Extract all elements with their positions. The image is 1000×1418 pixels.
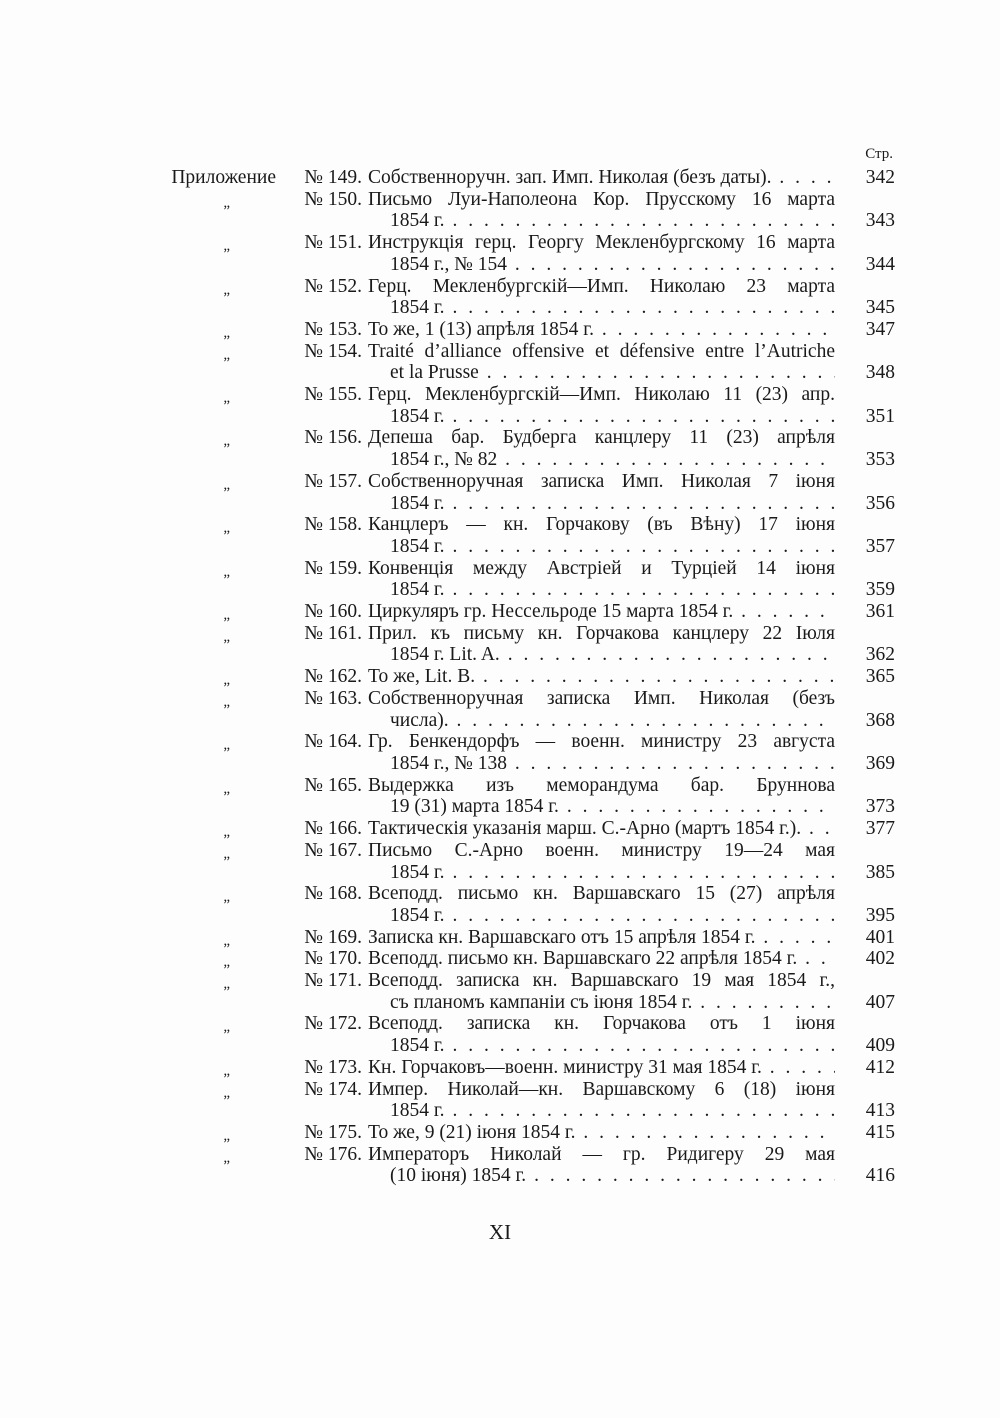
entry-title-line: 1854 г. . . . xyxy=(368,210,835,232)
entry-number: № 158. xyxy=(304,514,362,536)
ditto-mark: „ xyxy=(223,1127,230,1144)
entry-title-line: Письмо Луи-Наполеона Кор. Прусскому 16 марта xyxy=(368,188,835,210)
entry-page-number: 343 xyxy=(865,210,895,232)
entry-number: № 175. xyxy=(304,1121,362,1143)
entry-title xyxy=(368,1079,835,1122)
toc-entry xyxy=(150,341,895,384)
entry-page-number: 362 xyxy=(865,644,895,666)
ditto-mark: „ xyxy=(223,324,230,341)
entry-title-line: Письмо С.-Арно военн. министру 19—24 мая xyxy=(368,839,835,861)
entry-title xyxy=(368,927,835,949)
entry-title-line: Выдержка изъ меморандума бар. Бруннова xyxy=(368,774,835,796)
entry-title xyxy=(368,948,835,970)
ditto-mark: „ xyxy=(223,932,230,949)
entry-number: № 166. xyxy=(304,818,362,840)
entry-title xyxy=(368,232,835,275)
entry-page-number: 409 xyxy=(865,1035,895,1057)
entry-number: № 159. xyxy=(304,557,362,579)
toc-entry xyxy=(150,189,895,232)
entry-title-line: То же, Lit. B. . . . xyxy=(368,666,835,688)
entry-title xyxy=(368,883,835,926)
toc-entry xyxy=(150,775,895,818)
entry-title xyxy=(368,775,835,818)
ditto-mark: „ xyxy=(223,607,230,624)
entry-title xyxy=(368,1122,835,1144)
toc-entry xyxy=(150,514,895,557)
entry-title-line: 1854 г. . . . xyxy=(368,493,835,515)
ditto-mark: „ xyxy=(223,1062,230,1079)
entry-title xyxy=(368,970,835,1013)
toc-entry xyxy=(150,276,895,319)
entry-title-line: Герц. Мекленбургскій—Имп. Николаю 11 (23) апр. xyxy=(368,384,835,406)
entry-page-number: 342 xyxy=(865,167,895,188)
ditto-mark: „ xyxy=(223,1084,230,1101)
ditto-mark: „ xyxy=(223,737,230,754)
entry-title xyxy=(368,623,835,666)
entry-title-line: 1854 г. . . . xyxy=(368,1100,835,1122)
entry-title xyxy=(368,558,835,601)
entry-title xyxy=(368,319,835,341)
page-column-label: Стр. xyxy=(865,146,893,162)
entry-title-line: Конвенція между Австріей и Турціей 14 іюня xyxy=(368,557,835,579)
entry-title-line: Всеподд. письмо кн. Варшавскаго 15 (27) апрѣля xyxy=(368,883,835,905)
entry-title-line: То же, 1 (13) апрѣля 1854 г. . . . xyxy=(368,319,835,341)
entry-title-line: 1854 г. . . . xyxy=(368,406,835,428)
entry-page-number: 365 xyxy=(865,666,895,688)
toc-entry xyxy=(150,948,895,970)
entry-page-number: 416 xyxy=(865,1165,895,1187)
entry-title-line: 19 (31) марта 1854 г. . . . xyxy=(368,796,835,818)
entry-title-line: Императоръ Николай — гр. Ридигеру 29 мая xyxy=(368,1143,835,1165)
entry-title-line: 1854 г. . . . xyxy=(368,862,835,884)
toc-entry xyxy=(150,232,895,275)
entry-title-line: числа). . . . xyxy=(368,710,835,732)
toc-entry xyxy=(150,666,895,688)
entry-title-line: Traité d’alliance offensive et défensive entre l’Autriche xyxy=(368,340,835,362)
entry-title-line: Гр. Бенкендорфъ — военн. министру 23 августа xyxy=(368,731,835,753)
entry-page-number: 377 xyxy=(865,818,895,840)
ditto-mark: „ xyxy=(223,1019,230,1036)
table-of-contents xyxy=(150,167,895,1187)
toc-entry xyxy=(150,1057,895,1079)
entry-title xyxy=(368,471,835,514)
toc-entry xyxy=(150,818,895,840)
entry-title-line: Канцлеръ — кн. Горчакову (въ Вѣну) 17 іюня xyxy=(368,514,835,536)
entry-title-line: Всеподд. письмо кн. Варшавскаго 22 апрѣля 1854 г. . . . xyxy=(368,948,835,970)
entry-title xyxy=(368,427,835,470)
entry-number: № 149. xyxy=(304,167,362,188)
entry-title-line: 1854 г. . . . xyxy=(368,536,835,558)
entry-title-line: 1854 г. . . . xyxy=(368,579,835,601)
ditto-mark: „ xyxy=(223,476,230,493)
entry-page-number: 395 xyxy=(865,904,895,926)
entry-title xyxy=(368,688,835,731)
entry-page-number: 356 xyxy=(865,492,895,514)
ditto-mark: „ xyxy=(223,889,230,906)
entry-page-number: 353 xyxy=(865,449,895,471)
entry-number: № 172. xyxy=(304,1013,362,1035)
entry-title xyxy=(368,1144,835,1187)
toc-entry xyxy=(150,558,895,601)
entry-title-line: 1854 г., № 154 . . . xyxy=(368,254,835,276)
ditto-mark: „ xyxy=(223,845,230,862)
toc-entry xyxy=(150,731,895,774)
entry-number: № 151. xyxy=(304,232,362,254)
ditto-mark: „ xyxy=(223,281,230,298)
entry-number: № 161. xyxy=(304,622,362,644)
ditto-mark: „ xyxy=(223,238,230,255)
entry-title-line: (10 іюня) 1854 г. . . . xyxy=(368,1165,835,1187)
entry-number: № 173. xyxy=(304,1056,362,1078)
entry-title xyxy=(368,276,835,319)
entry-number: № 150. xyxy=(304,188,362,210)
entry-title-line: То же, 9 (21) іюня 1854 г. . . . xyxy=(368,1122,835,1144)
toc-entry xyxy=(150,601,895,623)
entry-title-line: Всеподд. записка кн. Варшавскаго 19 мая 1854 г., xyxy=(368,970,835,992)
toc-entry xyxy=(150,319,895,341)
toc-entry xyxy=(150,167,895,189)
entry-page-number: 357 xyxy=(865,535,895,557)
entry-title xyxy=(368,1057,835,1079)
entry-title-line: 1854 г. . . . xyxy=(368,905,835,927)
ditto-mark: „ xyxy=(223,672,230,689)
entry-title-line: Записка кн. Варшавскаго отъ 15 апрѣля 1854 г. . . . xyxy=(368,927,835,949)
appendix-label: Приложение xyxy=(171,167,276,188)
entry-title-line: Депеша бар. Будберга канцлеру 11 (23) апрѣля xyxy=(368,427,835,449)
entry-number: № 154. xyxy=(304,340,362,362)
entry-title-line: Циркуляръ гр. Нессельроде 15 марта 1854 г. . . . xyxy=(368,601,835,623)
entry-title-line: Прил. къ письму кн. Горчакова канцлеру 22 Іюля xyxy=(368,622,835,644)
page-folio: XI xyxy=(488,1220,512,1244)
entry-title-line: Тактическія указанія марш. С.-Арно (мартъ 1854 г.). . . . xyxy=(368,818,835,840)
toc-entry xyxy=(150,688,895,731)
toc-entry xyxy=(150,883,895,926)
entry-page-number: 359 xyxy=(865,579,895,601)
entry-title-line: Инструкція герц. Георгу Мекленбургскому 16 марта xyxy=(368,232,835,254)
ditto-mark: „ xyxy=(223,824,230,841)
entry-number: № 165. xyxy=(304,774,362,796)
entry-number: № 157. xyxy=(304,470,362,492)
entry-title-line: Собственноручная записка Имп. Николая (безъ xyxy=(368,687,835,709)
entry-title-line: 1854 г., № 138 . . . xyxy=(368,753,835,775)
entry-number: № 164. xyxy=(304,731,362,753)
entry-number: № 152. xyxy=(304,275,362,297)
entry-title-line: 1854 г., № 82 . . . xyxy=(368,449,835,471)
entry-title xyxy=(368,840,835,883)
toc-entry xyxy=(150,1144,895,1187)
entry-title-line: Герц. Мекленбургскій—Имп. Николаю 23 марта xyxy=(368,275,835,297)
entry-number: № 160. xyxy=(304,601,362,623)
entry-page-number: 345 xyxy=(865,297,895,319)
toc-entry xyxy=(150,1013,895,1056)
entry-number: № 171. xyxy=(304,970,362,992)
ditto-mark: „ xyxy=(223,563,230,580)
entry-number: № 163. xyxy=(304,687,362,709)
entry-title-line: Импер. Николай—кн. Варшавскому 6 (18) іюня xyxy=(368,1078,835,1100)
entry-title xyxy=(368,341,835,384)
entry-page-number: 412 xyxy=(865,1056,895,1078)
entry-title-line: Кн. Горчаковъ—военн. министру 31 мая 1854 г. . . . xyxy=(368,1057,835,1079)
entry-title xyxy=(368,167,835,189)
entry-number: № 156. xyxy=(304,427,362,449)
entry-page-number: 402 xyxy=(865,948,895,970)
entry-title-line: Собственноручн. зап. Имп. Николая (безъ даты). . . . xyxy=(368,167,835,189)
toc-entry xyxy=(150,1079,895,1122)
toc-entry xyxy=(150,840,895,883)
ditto-mark: „ xyxy=(223,346,230,363)
entry-number: № 155. xyxy=(304,384,362,406)
ditto-mark: „ xyxy=(223,976,230,993)
entry-page-number: 368 xyxy=(865,709,895,731)
entry-page-number: 385 xyxy=(865,861,895,883)
entry-title xyxy=(368,1013,835,1056)
ditto-mark: „ xyxy=(223,628,230,645)
entry-page-number: 361 xyxy=(865,601,895,623)
entry-number: № 174. xyxy=(304,1078,362,1100)
entry-page-number: 415 xyxy=(865,1121,895,1143)
entry-title-line: Собственноручная записка Имп. Николая 7 іюня xyxy=(368,470,835,492)
toc-entry xyxy=(150,623,895,666)
ditto-mark: „ xyxy=(223,1149,230,1166)
entry-page-number: 348 xyxy=(865,362,895,384)
ditto-mark: „ xyxy=(223,390,230,407)
entry-number: № 153. xyxy=(304,318,362,340)
entry-number: № 167. xyxy=(304,839,362,861)
ditto-mark: „ xyxy=(223,780,230,797)
entry-page-number: 413 xyxy=(865,1100,895,1122)
toc-entry xyxy=(150,471,895,514)
toc-entry xyxy=(150,970,895,1013)
toc-entry xyxy=(150,1122,895,1144)
entry-page-number: 369 xyxy=(865,752,895,774)
ditto-mark: „ xyxy=(223,954,230,971)
entry-title-line: Всеподд. записка кн. Горчакова отъ 1 іюня xyxy=(368,1013,835,1035)
entry-page-number: 347 xyxy=(865,318,895,340)
entry-number: № 168. xyxy=(304,883,362,905)
ditto-mark: „ xyxy=(223,520,230,537)
toc-entry xyxy=(150,427,895,470)
entry-number: № 169. xyxy=(304,926,362,948)
entry-title-line: 1854 г. Lit. A. . . . xyxy=(368,644,835,666)
ditto-mark: „ xyxy=(223,433,230,450)
entry-title xyxy=(368,731,835,774)
entry-title xyxy=(368,666,835,688)
entry-title xyxy=(368,514,835,557)
entry-title-line: et la Prusse . . . xyxy=(368,362,835,384)
entry-number: № 170. xyxy=(304,948,362,970)
entry-title xyxy=(368,384,835,427)
entry-title xyxy=(368,189,835,232)
entry-page-number: 344 xyxy=(865,253,895,275)
ditto-mark: „ xyxy=(223,693,230,710)
entry-title-line: 1854 г. . . . xyxy=(368,1035,835,1057)
entry-title-line: съ планомъ кампаніи съ іюня 1854 г. . . . xyxy=(368,992,835,1014)
entry-title-line: 1854 г. . . . xyxy=(368,297,835,319)
entry-page-number: 373 xyxy=(865,796,895,818)
entry-page-number: 351 xyxy=(865,405,895,427)
entry-page-number: 401 xyxy=(865,926,895,948)
entry-number: № 176. xyxy=(304,1143,362,1165)
toc-entry xyxy=(150,384,895,427)
entry-title xyxy=(368,601,835,623)
toc-entry xyxy=(150,927,895,949)
entry-title xyxy=(368,818,835,840)
entry-number: № 162. xyxy=(304,666,362,688)
entry-page-number: 407 xyxy=(865,991,895,1013)
ditto-mark: „ xyxy=(223,194,230,211)
